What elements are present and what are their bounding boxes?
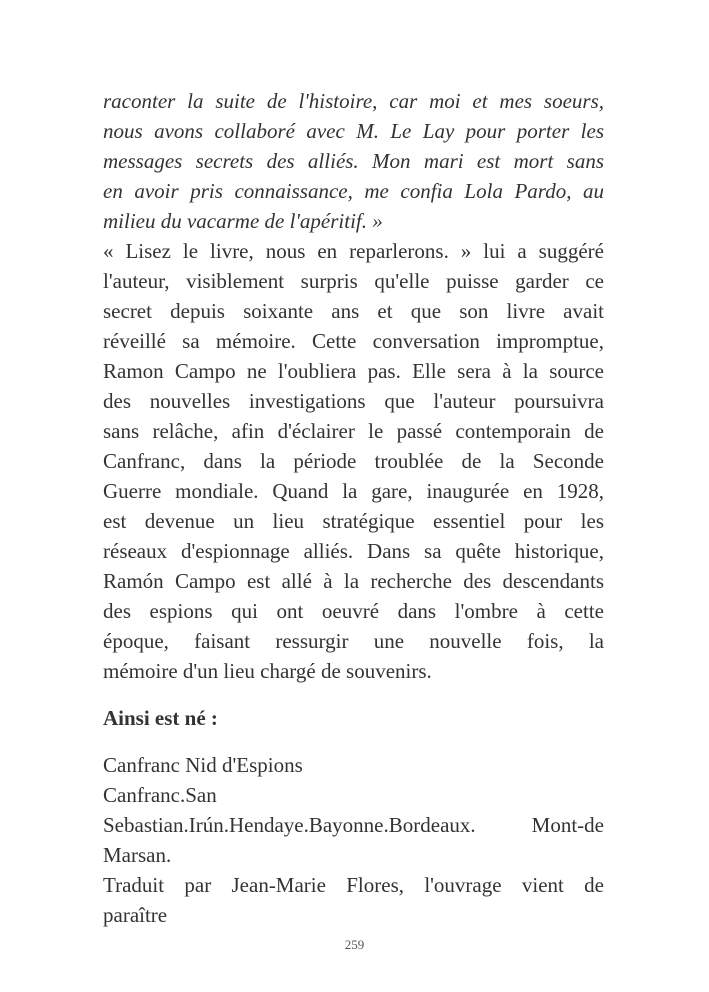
- paragraph-line: des espions qui ont oeuvré dans l'ombre à cette: [103, 599, 604, 623]
- book-list-line: Sebastian.Irún.Hendaye.Bayonne.Bordeaux. Mont-de: [103, 813, 604, 837]
- text-column: [103, 86, 604, 930]
- paragraph-line: Ramon Campo ne l'oubliera pas. Elle sera à la source: [103, 359, 604, 383]
- paragraph-line: mémoire d'un lieu chargé de souvenirs.: [103, 659, 432, 683]
- paragraph-line: « Lisez le livre, nous en reparlerons. » lui a suggéré: [103, 239, 604, 263]
- book-list-line: paraître: [103, 903, 168, 927]
- book-list-line: Canfranc Nid d'Espions: [103, 753, 303, 777]
- quote-line: milieu du vacarme de l'apéritif. »: [103, 209, 383, 233]
- section-heading: Ainsi est né :: [103, 706, 218, 730]
- paragraph-line: Guerre mondiale. Quand la gare, inaugurée en 1928,: [103, 479, 604, 503]
- paragraph-line: Canfranc, dans la période troublée de la Seconde: [103, 449, 604, 473]
- paragraph-line: réveillé sa mémoire. Cette conversation impromptue,: [103, 329, 604, 353]
- paragraph-line: époque, faisant ressurgir une nouvelle fois, la: [103, 629, 604, 653]
- paragraph-line: sans relâche, afin d'éclairer le passé contemporain de: [103, 419, 604, 443]
- paragraph-line: est devenue un lieu stratégique essentiel pour les: [103, 509, 604, 533]
- paragraph-line: l'auteur, visiblement surpris qu'elle puisse garder ce: [103, 269, 604, 293]
- quote-line: nous avons collaboré avec M. Le Lay pour porter les: [103, 119, 604, 143]
- paragraph-line: Ramón Campo est allé à la recherche des descendants: [103, 569, 604, 593]
- paragraph-line: des nouvelles investigations que l'auteur poursuivra: [103, 389, 604, 413]
- book-list-line: Marsan.: [103, 843, 172, 867]
- quote-line: messages secrets des alliés. Mon mari est mort sans: [103, 149, 604, 173]
- paragraph-line: réseaux d'espionnage alliés. Dans sa quête historique,: [103, 539, 604, 563]
- book-list-line: Canfranc.San: [103, 783, 217, 807]
- quote-line: en avoir pris connaissance, me confia Lola Pardo, au: [103, 179, 604, 203]
- book-list-line: Traduit par Jean-Marie Flores, l'ouvrage vient de: [103, 873, 604, 897]
- quote-line: raconter la suite de l'histoire, car moi et mes soeurs,: [103, 89, 604, 113]
- paragraph-line: secret depuis soixante ans et que son livre avait: [103, 299, 604, 323]
- page-number: 259: [344, 937, 365, 952]
